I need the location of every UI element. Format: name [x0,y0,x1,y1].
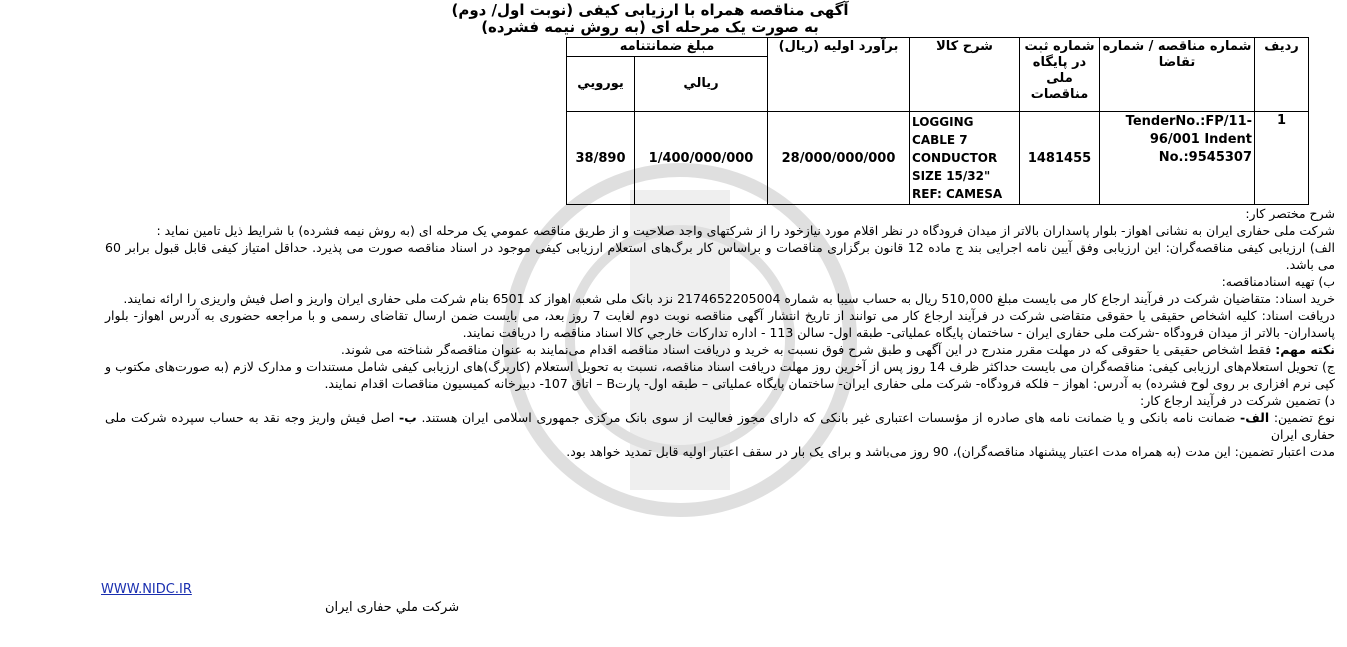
guarantee-alef: الف- [1240,410,1270,425]
summary-text: شرکت ملی حفاری ایران به نشانی اهواز- بلوار پاسداران بالاتر از میدان فرودگاه در نظر اقلام مورد نیازخود را از شرکتهای واجد صلاحیت و از طریق مناقصه عمومي یک مرحله ای (به روش نیمه فشرده) با شرایط ذیل تامین نماید : [156,223,1335,238]
section-a: الف) ارزیابی کیفی مناقصه‌گران: این ارزیابی وفق آیین نامه اجرایی بند ج ماده 12 قانون برگزاری مناقصات و براساس کار برگ‌های استعلام ارزیابی کیفی موجود در اسناد مناقصه صورت می پذیرد. حداقل امتیاز کیفی قابل قبول برابر 60 می باشد. [105,240,1335,272]
guarantee-type-post: اصل فیش واریز وجه نقد به حساب سپرده شرکت ملی حفاری ایران [105,410,1335,442]
title-line-1: آگهی مناقصه همراه با ارزیابی کیفی (نوبت اول/ دوم) [451,1,849,19]
header-guarantee: مبلغ ضمانتنامه [567,38,768,57]
notice-body [105,205,1335,460]
important-text: فقط اشخاص حقیقی یا حقوقی که در مهلت مقرر مندرج در این آگهی و طبق شرح فوق نسبت به خرید و دریافت اسناد مناقصه اقدام می‌نمایند به عنوان مناقصه‌گر شناخته می شوند. [340,342,1276,357]
purchase-text: خرید اسناد: متقاضیان شرکت در فرآیند ارجاع کار می بایست مبلغ 510,000 ریال به حساب سیبا به شماره 2174652205004 نزد بانک ملی شعبه اهواز کد 6501 بنام شرکت ملی حفاری ایران واریز و اصل فیش واریزی را ارائه نمایند. [123,291,1335,306]
cell-guarantee-euro: 38/890 [567,112,635,205]
section-d-title: د) تضمین شرکت در فرآیند ارجاع کار: [1140,393,1335,408]
tender-table [566,37,1309,205]
cell-description: LOGGING CABLE 7 CONDUCTOR SIZE 15/32" REF: CAMESA [910,112,1020,205]
header-guarantee-rial: ريالي [635,57,768,112]
guarantee-type [105,409,1335,443]
website-link[interactable]: WWW.NIDC.IR [101,582,192,597]
cell-tender-no: TenderNo.:FP/11-96/001 Indent No.:9545307 [1100,112,1255,205]
guarantee-type-mid: ضمانت نامه بانکی و یا ضمانت نامه های صادره از مؤسسات اعتباری غیر بانکی که دارای مجوز فعالیت از سوی بانک مرکزی جمهوری اسلامی ایران هستند. [416,410,1241,425]
cell-guarantee-rial: 1/400/000/000 [635,112,768,205]
company-name: شرکت ملي حفاری ایران [325,600,460,615]
section-b-title: ب) تهیه اسنادمناقصه: [1221,274,1335,289]
validity-text: مدت اعتبار تضمین: این مدت (به همراه مدت اعتبار پیشنهاد مناقصه‌گران)، 90 روز می‌باشد و برای یک بار در سقف اعتبار اولیه قابل تمدید خواهد بود. [566,444,1335,459]
summary-title: شرح مختصر کار: [1245,206,1335,221]
important-note [105,341,1335,358]
cell-estimate: 28/000/000/000 [768,112,910,205]
table-row [567,112,1309,205]
header-estimate: برآورد اولیه (ریال) [768,38,910,112]
receipt-text: دریافت اسناد: کلیه اشخاص حقیقی یا حقوقی متقاضی شرکت در فرآیند ارجاع کار می توانند از تاریخ انتشار آگهی مناقصه نوبت دوم لغایت 7 روز بعد، می بایست ضمن ارسال تقاضای رسمی و با مراجعه حضوری به آدرس اهواز- بلوار پاسداران- بالاتر از میدان فرودگاه -شرکت ملی حفاری ایران - ساختمان پایگاه عملیاتی- طبقه اول- سالن 113 - اداره تدارکات خارجي کالا اسناد مناقصه را دریافت نمایند. [105,308,1336,340]
header-description: شرح کالا [910,38,1020,112]
table-header-row [567,38,1309,57]
header-row-num: ردیف [1255,38,1309,112]
cell-row-num: 1 [1255,112,1309,205]
important-label: نکته مهم: [1275,342,1335,357]
notice-title [430,2,870,36]
guarantee-type-pre: نوع تضمین: [1269,410,1335,425]
section-c: ج) تحویل استعلام‌های ارزیابی کیفی: مناقصه‌گران می بایست حداکثر ظرف 14 روز پس از آخرین روز مهلت دریافت اسناد مناقصه، نسبت به تحویل استعلام (کاربرگ)های ارزیابی کیفی شامل مستندات و مدارک لازم (به صورت‌های مکتوب و کپی نرم افزاری بر روی لوح فشرده) به آدرس: اهواز – فلکه فرودگاه- شرکت ملی حفاری ایران- ساختمان پایگاه عملیاتی – طبقه اول- پارتB – اتاق 107- دبیرخانه کمیسیون مناقصات اقدام نمایند. [105,359,1335,391]
guarantee-be: ب- [398,410,417,425]
header-guarantee-euro: يورويي [567,57,635,112]
cell-registration-no: 1481455 [1020,112,1100,205]
title-line-2: به صورت یک مرحله ای (به روش نیمه فشرده) [481,18,819,36]
header-registration-no: شماره ثبت در پایگاه ملی مناقصات [1020,38,1100,112]
header-tender-no: شماره مناقصه / شماره تقاضا [1100,38,1255,112]
